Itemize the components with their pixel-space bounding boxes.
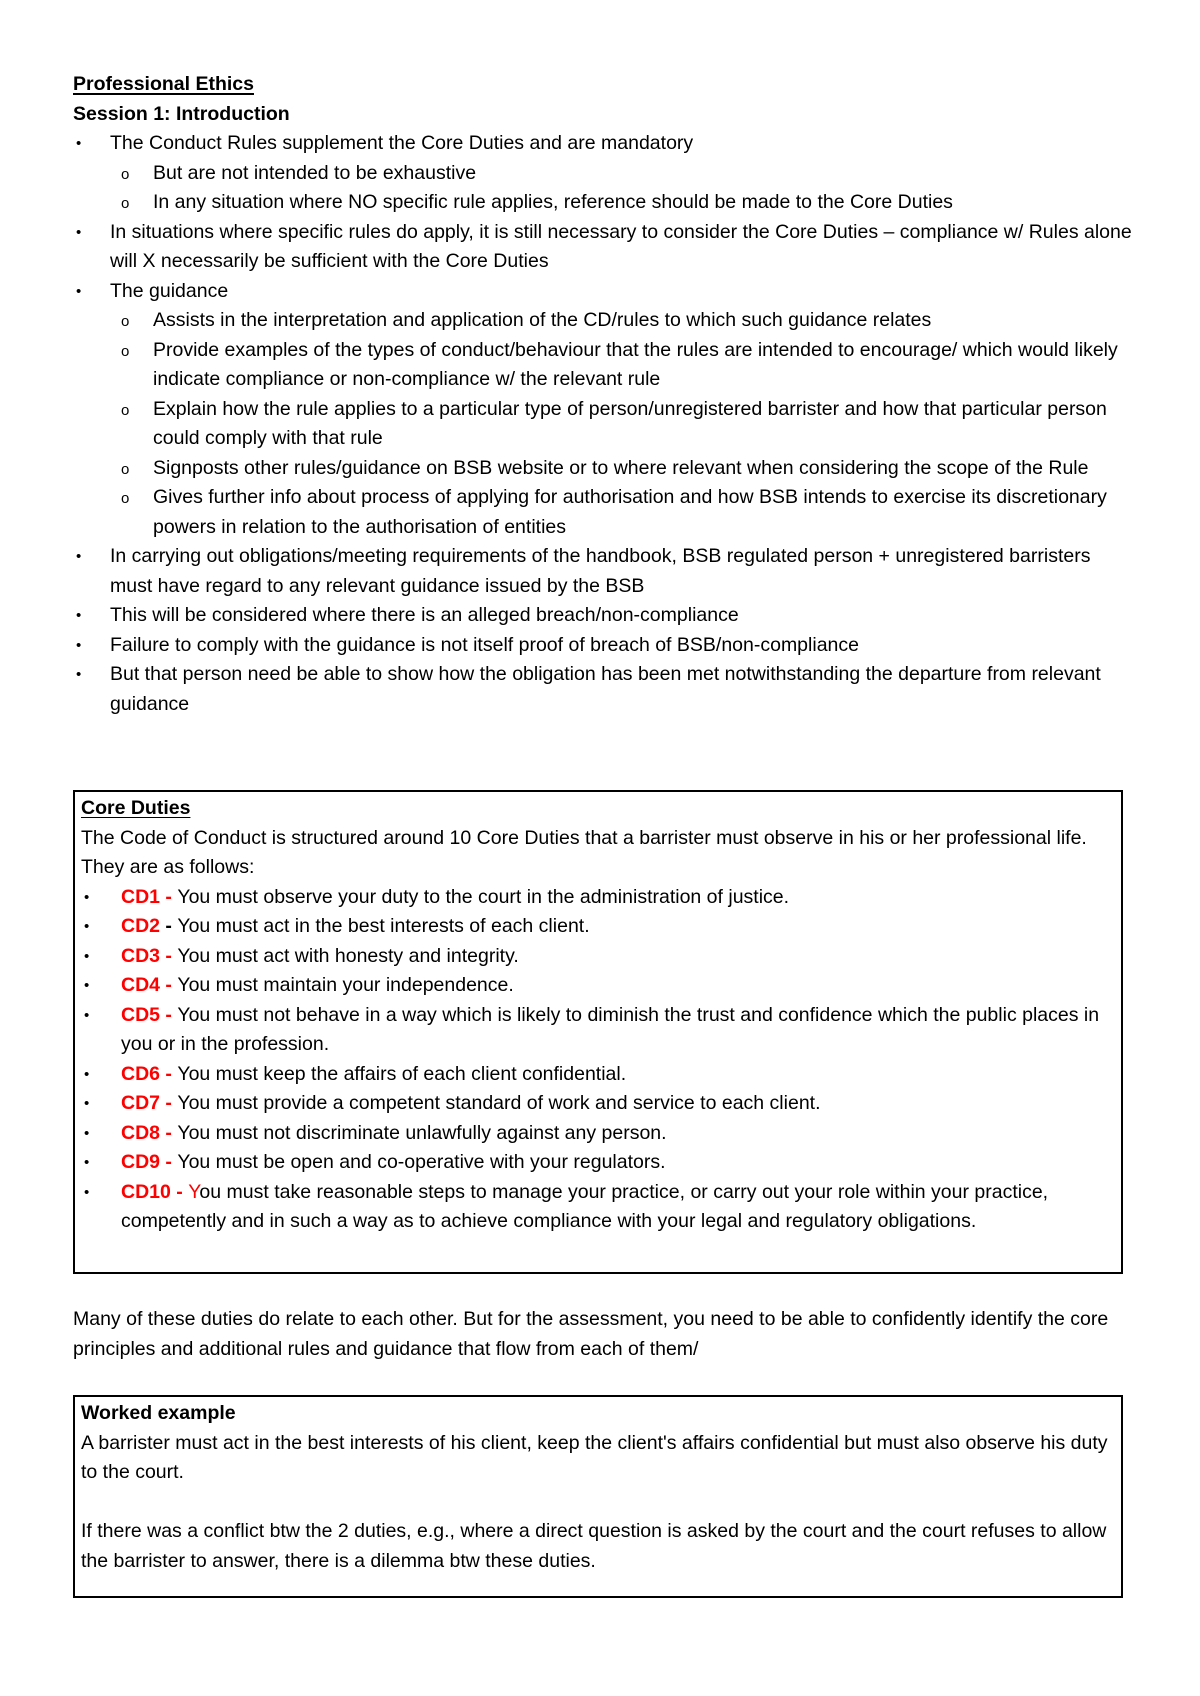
- core-duty-separator: -: [160, 1003, 178, 1026]
- core-duty-separator: -: [160, 974, 178, 996]
- bullet-icon: •: [76, 282, 82, 300]
- list-item: [73, 277, 1133, 543]
- core-duty-item: [81, 883, 1115, 913]
- core-duty-item: [81, 1060, 1115, 1090]
- sub-bullet-icon: o: [121, 165, 130, 183]
- bullet-icon: •: [76, 223, 82, 241]
- list-item-text: The guidance: [110, 279, 229, 302]
- core-duty-text: You must maintain your independence.: [177, 974, 514, 996]
- sub-bullet-icon: o: [121, 401, 130, 419]
- list-item: [73, 631, 1133, 661]
- sub-list-item: [73, 159, 1133, 189]
- sub-list-item: [73, 336, 1133, 395]
- bullet-icon: •: [84, 888, 90, 906]
- sub-list: [110, 159, 1133, 218]
- core-duty-text: You must act in the best interests of each client.: [177, 915, 590, 937]
- bullet-icon: •: [84, 947, 90, 965]
- session-heading: Session 1: Introduction: [73, 102, 290, 125]
- core-duty-code: CD3: [121, 944, 161, 967]
- worked-example-heading: Worked example: [81, 1402, 236, 1424]
- bullet-icon: •: [84, 918, 90, 935]
- core-duty-item: [81, 1089, 1115, 1119]
- core-duty-code: CD5: [121, 1003, 161, 1026]
- list-item: [73, 542, 1133, 601]
- list-item-text: In situations where specific rules do apply, it is still necessary to consider the Core Duties – compliance w/ Rules alone will X necessarily be sufficient with the Core Duties: [110, 220, 1132, 272]
- core-duty-code: CD2: [121, 915, 161, 937]
- sub-list-item-text: Gives further info about process of applying for authorisation and how BSB intends to exercise its discretionary powers in relation to the authorisation of entities: [153, 486, 1107, 538]
- core-duty-code: CD9: [121, 1151, 161, 1173]
- bullet-icon: •: [84, 1154, 90, 1171]
- sub-list-item-text: Provide examples of the types of conduct/behaviour that the rules are intended to encourage/ which would likely indicate compliance or non-compliance w/ the relevant rule: [153, 338, 1118, 390]
- core-duty-separator: -: [160, 1151, 178, 1173]
- sub-bullet-icon: o: [121, 342, 130, 360]
- core-duty-code: CD10: [121, 1180, 171, 1203]
- core-duty-text: You must keep the affairs of each client confidential.: [177, 1062, 627, 1085]
- core-duty-text: You must provide a competent standard of work and service to each client.: [177, 1092, 821, 1114]
- bullet-icon: •: [84, 977, 90, 994]
- sub-list-item-text: Explain how the rule applies to a particular type of person/unregistered barrister and how that particular person could comply with that rule: [153, 397, 1107, 449]
- core-duty-text: You must not behave in a way which is likely to diminish the trust and confidence which the public places in you or in the profession.: [121, 1003, 1100, 1055]
- core-duty-item: [81, 1119, 1115, 1149]
- sub-list-item: [73, 454, 1133, 484]
- bullet-icon: •: [84, 1065, 90, 1083]
- core-duty-code: CD4: [121, 974, 161, 996]
- list-item-text: Failure to comply with the guidance is not itself proof of breach of BSB/non-compliance: [110, 633, 859, 656]
- sub-list-item: [73, 483, 1133, 542]
- document-title: Professional Ethics: [73, 73, 254, 95]
- document-body: [73, 70, 1133, 719]
- core-duty-item: [81, 1178, 1115, 1237]
- sub-bullet-icon: o: [121, 313, 130, 330]
- bullet-icon: •: [76, 666, 82, 683]
- sub-list-item: [73, 188, 1133, 218]
- core-duty-text: ou must take reasonable steps to manage your practice, or carry out your role within your practice, competently and in such a way as to achieve compliance with your legal and regulatory obligations.: [121, 1180, 1049, 1232]
- core-duties-box: [73, 790, 1123, 1274]
- core-duty-item: [81, 942, 1115, 972]
- bullet-icon: •: [76, 135, 82, 152]
- core-duty-separator: -: [160, 915, 178, 937]
- worked-example-paragraph: A barrister must act in the best interests of his client, keep the client's affairs confidential but must also observe his duty to the court.: [81, 1431, 1108, 1483]
- core-duty-item: [81, 912, 1115, 942]
- sub-bullet-icon: o: [121, 490, 130, 507]
- core-duty-code: CD1: [121, 885, 161, 908]
- core-duty-code: CD6: [121, 1062, 161, 1085]
- core-duty-text: You must act with honesty and integrity.: [177, 944, 519, 967]
- bullet-icon: •: [84, 1006, 90, 1024]
- list-item: [73, 601, 1133, 631]
- sub-bullet-icon: o: [121, 460, 130, 478]
- worked-example-box: [73, 1395, 1123, 1598]
- closing-paragraph: Many of these duties do relate to each other. But for the assessment, you need to be able to confidently identify the core principles and additional rules and guidance that flow from each of them/: [73, 1308, 1109, 1360]
- core-duty-separator: -: [160, 1092, 178, 1114]
- sub-list-item-text: Signposts other rules/guidance on BSB website or to where relevant when considering the scope of the Rule: [153, 456, 1089, 479]
- paragraph-spacer: [81, 1488, 1115, 1518]
- sub-list-item-text: Assists in the interpretation and application of the CD/rules to which such guidance relates: [153, 309, 932, 331]
- core-duty-text: You must observe your duty to the court in the administration of justice.: [177, 885, 790, 908]
- core-duty-text: You must be open and co-operative with your regulators.: [177, 1151, 666, 1173]
- bullet-icon: •: [84, 1095, 90, 1112]
- bullet-icon: •: [76, 636, 82, 654]
- core-duty-separator: -: [160, 944, 178, 967]
- core-duties-intro: The Code of Conduct is structured around 10 Core Duties that a barrister must observe in his or her professional life. They are as follows:: [81, 826, 1087, 878]
- list-item: [73, 660, 1133, 719]
- core-duty-code: CD7: [121, 1092, 161, 1114]
- core-duty-separator: -: [170, 1180, 189, 1203]
- sub-list-item: [73, 306, 1133, 336]
- sub-list: [110, 306, 1133, 542]
- sub-bullet-icon: o: [121, 195, 130, 212]
- sub-list-item-text: But are not intended to be exhaustive: [153, 161, 477, 184]
- list-item-text: But that person need be able to show how the obligation has been met notwithstanding the departure from relevant guidance: [110, 663, 1101, 715]
- sub-list-item-text: In any situation where NO specific rule applies, reference should be made to the Core Duties: [153, 191, 953, 213]
- intro-list: [73, 129, 1133, 719]
- core-duty-item: [81, 971, 1115, 1001]
- core-duty-red-prefix: Y: [188, 1180, 200, 1203]
- bullet-icon: •: [84, 1183, 90, 1201]
- core-duty-item: [81, 1001, 1115, 1060]
- core-duty-separator: -: [160, 1121, 178, 1144]
- bullet-icon: •: [76, 607, 82, 624]
- core-duty-code: CD8: [121, 1121, 161, 1144]
- list-item-text: The Conduct Rules supplement the Core Duties and are mandatory: [110, 132, 694, 154]
- list-item: [73, 218, 1133, 277]
- core-duty-item: [81, 1148, 1115, 1178]
- worked-example-paragraph: If there was a conflict btw the 2 duties, e.g., where a direct question is asked by the court and the court refuses to allow the barrister to answer, there is a dilemma btw these duties.: [81, 1520, 1107, 1572]
- core-duties-list: [81, 883, 1115, 1237]
- core-duty-separator: -: [160, 885, 178, 908]
- list-item-text: In carrying out obligations/meeting requirements of the handbook, BSB regulated person + unregistered barristers must have regard to any relevant guidance issued by the BSB: [110, 545, 1091, 597]
- bullet-icon: •: [76, 548, 82, 565]
- list-item: [73, 129, 1133, 218]
- bullet-icon: •: [84, 1124, 90, 1142]
- core-duties-heading: Core Duties: [81, 797, 191, 819]
- core-duty-text: You must not discriminate unlawfully against any person.: [177, 1121, 667, 1144]
- sub-list-item: [73, 395, 1133, 454]
- core-duty-separator: -: [160, 1062, 178, 1085]
- list-item-text: This will be considered where there is an alleged breach/non-compliance: [110, 604, 739, 626]
